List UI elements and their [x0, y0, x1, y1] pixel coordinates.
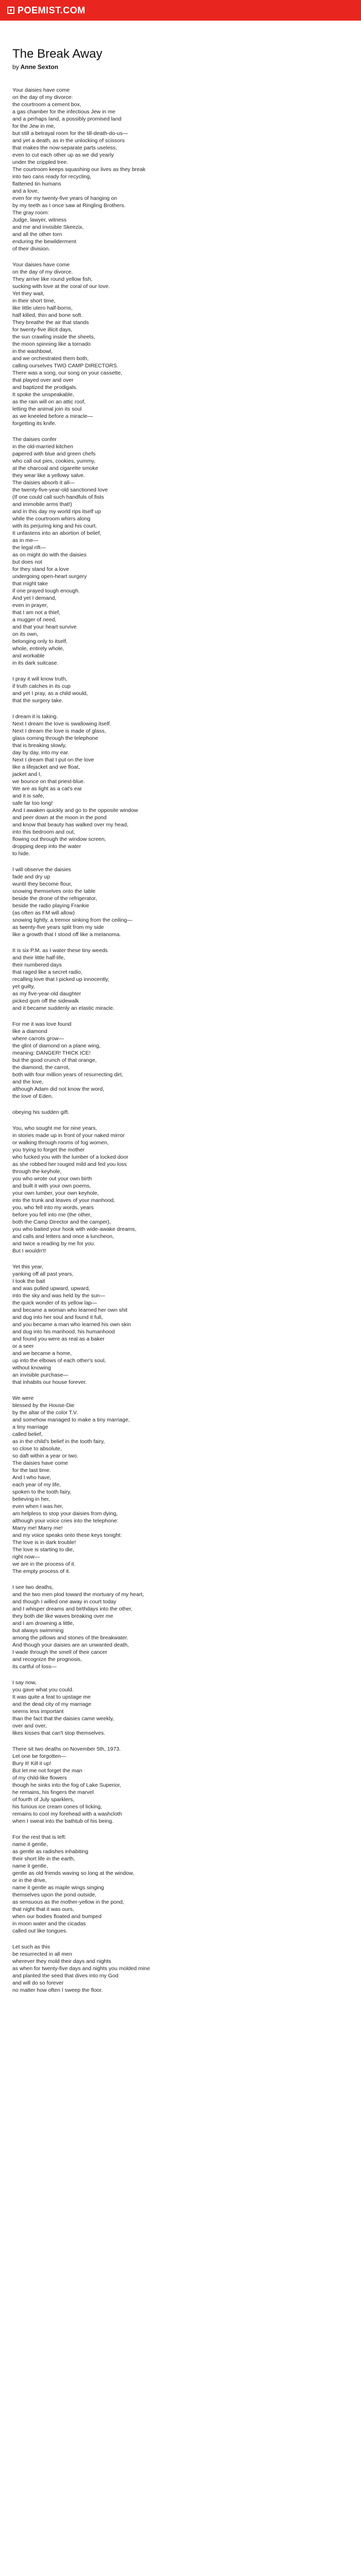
poem-line: recalling love that I picked up innocently,	[12, 976, 109, 982]
poem-line: even in prayer,	[12, 602, 48, 608]
poem-line: whole, entirely whole,	[12, 646, 64, 652]
poem-line: among the pillows and stones of the breakwater.	[12, 1635, 128, 1641]
poem-line: or in the drive,	[12, 1877, 47, 1884]
poem-line: flattened tin humans	[12, 181, 61, 187]
poem-line: picked gum off the sidewalk	[12, 998, 79, 1004]
poem-line: in moon water and the cicadas	[12, 1921, 86, 1927]
poem-line: a gas chamber for the infectious Jew in me	[12, 109, 116, 115]
poem-stanza	[12, 1021, 348, 1100]
poem-line: you trying to forget the mother	[12, 1147, 85, 1153]
poem-line: that inhabits our house forever.	[12, 1379, 87, 1385]
poem-line: flowing out through the window screen,	[12, 836, 106, 842]
poem-stanza	[12, 261, 348, 427]
poem-line: the moon spinning like a tornado	[12, 341, 91, 347]
poem-line: and the two men plod toward the mortuary of my heart,	[12, 1591, 144, 1598]
poem-line: and though I willed one away in court today	[12, 1599, 117, 1605]
poem-line: The daisies confer	[12, 436, 57, 443]
poem-line: and somehow managed to make a tiny marriage,	[12, 1417, 130, 1423]
poem-line: when I sweat into the bathtub of his being.	[12, 1818, 114, 1824]
poem-line: blessed by the House-Die	[12, 1402, 75, 1409]
poem-line: called out like tongues.	[12, 1928, 68, 1934]
poem-line: under the crippled tree.	[12, 159, 68, 165]
poem-line: they wear like a yellowy salve.	[12, 472, 85, 479]
poem-line: in its dark suitcase.	[12, 660, 59, 666]
poem-line: by my teeth as I once saw at Ringling Brothers.	[12, 202, 126, 209]
poem-byline	[12, 63, 348, 71]
poem-line: you who baited your hook with wide-awake dreams,	[12, 1226, 137, 1232]
poem-line: And yet I demand,	[12, 595, 57, 601]
poem-line: as twenty-five years split from my side	[12, 924, 104, 930]
poem-line: and immobile arms that!)	[12, 501, 72, 507]
poem-line: if one prayed tough enough.	[12, 588, 80, 594]
poem-line: even when I was her,	[12, 1503, 63, 1510]
poem-line: But I wouldn't!	[12, 1248, 46, 1254]
poem-line: and calls and letters and once a luncheon,	[12, 1233, 114, 1240]
poem-line: your own lumber, your own keyhole,	[12, 1190, 99, 1196]
poem-line: dropping deep into the water	[12, 843, 81, 850]
poem-line: each year of my life,	[12, 1482, 61, 1488]
poem-line: And I awaken quickly and go to the opposite window	[12, 807, 138, 814]
poem-line: for the Jew in me,	[12, 123, 55, 129]
poem-line: without knowing	[12, 1365, 51, 1371]
poem-line: through the keyhole,	[12, 1168, 62, 1175]
poem-line: glass coming through the telephone	[12, 735, 99, 741]
poem-line: Let such as this	[12, 1944, 50, 1950]
poem-line: as in the child's belief in the tooth fairy,	[12, 1438, 105, 1445]
poem-line: Your daisies have come	[12, 87, 70, 93]
poem-stanza	[12, 947, 348, 1012]
poem-body	[12, 87, 348, 1994]
poem-line: Let one be forgotten—	[12, 1753, 67, 1759]
poem-line: of fourth of July sparklers,	[12, 1797, 75, 1803]
poem-line: but the good crunch of that orange,	[12, 1057, 97, 1063]
poem-line: and know that beauty has walked over my head,	[12, 822, 128, 828]
poem-line: as she robbed her rouged mild and fed you loss	[12, 1161, 127, 1167]
poem-line: We were	[12, 1395, 34, 1401]
poem-line: you, who fell into my words, years	[12, 1205, 94, 1211]
poem-line: and peer down at the moon in the pond	[12, 815, 107, 821]
poem-line: forgetting its knife.	[12, 420, 57, 427]
site-logo[interactable]	[7, 5, 86, 16]
poem-line: with its perjuring king and his court.	[12, 523, 97, 529]
poem-line: like a growth that I stood off like a melanoma.	[12, 931, 121, 938]
poem-line: as we kneeled before a miracle—	[12, 413, 93, 419]
poem-line: be resurrected in all men	[12, 1951, 72, 1957]
poem-line: believing in her,	[12, 1496, 50, 1502]
poem-line: letting the animal join its soul	[12, 406, 82, 412]
poem-line: It unfastens into an abortion of belief,	[12, 530, 102, 536]
poem-line: to hide.	[12, 851, 30, 857]
poem-line: while the courtroom whirrs along	[12, 516, 91, 522]
poem-line: but still a betrayal room for the till-death-do-us—	[12, 130, 128, 137]
poem-line: I dream it is taking.	[12, 714, 58, 720]
poem-line: on its own,	[12, 631, 39, 637]
poem-line: both the Camp Director and the camper),	[12, 1219, 111, 1225]
poem-line: in the washbowl,	[12, 348, 53, 354]
poem-line: obeying his sudden gift.	[12, 1109, 70, 1115]
poem-line: beside the drone of the refrigerator,	[12, 895, 97, 902]
poem-line: you who wrote out your own birth	[12, 1176, 92, 1182]
poem-line: and dug into his manhood, his humanhood	[12, 1329, 115, 1335]
poem-line: and in this day my world rips itself up	[12, 509, 101, 515]
poem-line: and I whisper dreams and birthdays into the other,	[12, 1606, 133, 1612]
poem-line: at the charcoal and cigarette smoke	[12, 465, 99, 471]
poem-line: both with four million years of resurrecting dirt,	[12, 1072, 123, 1078]
poem-line: I see two deaths,	[12, 1584, 54, 1590]
poem-line: fade and dry up	[12, 874, 50, 880]
poem-line: they both die like waves breaking over me	[12, 1613, 113, 1619]
poem-stanza	[12, 87, 348, 252]
poem-line: gentle as old friends waving so long at the window,	[12, 1870, 134, 1876]
poem-line: if truth catches in its cup	[12, 683, 71, 689]
poem-line: enduring the bewilderment	[12, 239, 76, 245]
poem-line: yanking off all past years,	[12, 1271, 74, 1277]
poem-line: on the day of my divorce:	[12, 94, 73, 100]
poem-line: There sit two deaths on November 5th, 1973.	[12, 1746, 121, 1752]
poem-line: and me and invisible Skeezix,	[12, 224, 84, 230]
poem-line: and you became a man who learned his own skin	[12, 1321, 131, 1328]
poem-line: the courtroom a cement box,	[12, 101, 81, 108]
poem-line: papered with blue and green chefs	[12, 451, 96, 457]
poem-line: of their division.	[12, 246, 50, 252]
byline-prefix: by	[12, 63, 19, 71]
poem-line: although your voice cries into the telephone:	[12, 1518, 119, 1524]
poem-line: belonging only to itself,	[12, 638, 68, 645]
poem-line: sucking with love at the coral of our love.	[12, 283, 110, 290]
poem-line: the sun crawling inside the sheets,	[12, 334, 95, 340]
poem-stanza	[12, 1109, 348, 1116]
poem-line: and yet a death, as in the unlocking of scissors	[12, 138, 125, 144]
poem-stanza	[12, 1834, 348, 1935]
poem-line: the twenty-five-year-old sanctioned love	[12, 487, 108, 493]
poem-author[interactable]: Anne Sexton	[20, 63, 58, 71]
poem-line: snowing themselves onto the table	[12, 888, 96, 894]
poem-line: even to cut each other up as we did yearly	[12, 152, 114, 158]
poem-line: name it gentle as maple wings singing	[12, 1885, 104, 1891]
poem-line: their numbered days	[12, 962, 62, 968]
poem-line: and we became a home,	[12, 1350, 72, 1357]
poem-line: calling ourselves TWO CAMP DIRECTORS.	[12, 363, 119, 369]
poem-line: You, who sought me for nine years,	[12, 1125, 97, 1131]
poem-stanza	[12, 1263, 348, 1386]
poem-line: and the dead city of my marriage	[12, 1701, 91, 1707]
poem-line: and built it with your own poems,	[12, 1183, 91, 1189]
poem-line: And I who have,	[12, 1475, 52, 1481]
poem-line: The daisies have come	[12, 1460, 68, 1466]
poem-line: the love of Eden.	[12, 1093, 53, 1099]
poem-line: I wade through the smell of their cancer	[12, 1649, 107, 1655]
poem-line: as sensuous as the mother-yellow in the pond,	[12, 1899, 124, 1905]
poem-article	[12, 46, 348, 2003]
poem-line: Bury it! Kill it up!	[12, 1760, 52, 1767]
poem-line: Next I dream the love is swallowing itself.	[12, 721, 111, 727]
poem-line: in their short time,	[12, 298, 56, 304]
poem-line: and will do so forever	[12, 1980, 64, 1986]
poem-line: as when for twenty-five days and nights you molded mine	[12, 1965, 150, 1972]
poem-line: and found you were as real as a baker	[12, 1336, 105, 1342]
poem-line: For the rest that is left:	[12, 1834, 67, 1840]
poem-line: or walking through rooms of fog women,	[12, 1140, 109, 1146]
poem-line: that played over and over	[12, 377, 74, 383]
poem-line: of my child-like flowers	[12, 1775, 67, 1781]
poem-line: and my voice speaks onto these keys tonight:	[12, 1532, 122, 1538]
poem-line: and twice a reading by me for you.	[12, 1241, 95, 1247]
poem-line: that might take	[12, 581, 48, 587]
poem-line: though he sinks into the fog of Lake Superior,	[12, 1782, 121, 1788]
poem-line: as the rain will on an attic roof,	[12, 399, 86, 405]
poem-line: where carrots grow—	[12, 1036, 64, 1042]
poem-line: and dug into her soul and found it full,	[12, 1314, 103, 1320]
poem-line: we are in the process of it.	[12, 1561, 76, 1567]
poem-line: the glint of diamond on a plane wing,	[12, 1043, 101, 1049]
poem-line: than the fact that the daisies came weekly,	[12, 1716, 114, 1722]
poem-line: and the love,	[12, 1079, 44, 1085]
poem-line: The courtroom keeps squashing our lives as they break	[12, 166, 145, 173]
poem-line: for twenty-five illicit days,	[12, 327, 73, 333]
poem-line: who fucked you with the lumber of a locked door	[12, 1154, 128, 1160]
poem-stanza	[12, 866, 348, 938]
poem-line: I say now,	[12, 1680, 37, 1686]
poem-line: and all the other torn	[12, 231, 62, 238]
poem-line: The gray room:	[12, 210, 50, 216]
poem-title: The Break Away	[12, 47, 103, 61]
poem-line: its cartful of loss—	[12, 1664, 57, 1670]
poem-line: seems less important	[12, 1708, 64, 1715]
poem-line: and it is safe,	[12, 793, 44, 799]
logo-text: POEMIST.COM	[18, 5, 86, 15]
poem-line: half killed, thin and bone soft.	[12, 312, 83, 318]
poem-line: into the sky and was held by the sun—	[12, 1293, 105, 1299]
poem-line: For me it was love found	[12, 1021, 72, 1027]
poem-line: you gave what you could.	[12, 1687, 74, 1693]
poem-line: called belief,	[12, 1431, 43, 1437]
poem-line: meaning: DANGER! THICK ICE!	[12, 1050, 91, 1056]
poem-line: and a perhaps land, a possibly promised land	[12, 116, 122, 122]
poem-line: and I am drowning a little,	[12, 1620, 74, 1626]
poem-line: Your daisies have come	[12, 262, 70, 268]
poem-line: I took the bait	[12, 1278, 45, 1284]
poem-line: and baptized the prodigals.	[12, 384, 78, 391]
poem-line: and became a woman who learned her own shit	[12, 1307, 127, 1313]
poem-line: a mugger of need,	[12, 617, 57, 623]
poem-line: undergoing open-heart surgery	[12, 573, 87, 580]
poem-line: the diamond, the carrot,	[12, 1064, 70, 1071]
poem-line: likes kisses that can't stop themselves.	[12, 1730, 105, 1736]
poem-line: And though your daisies are an unwanted death,	[12, 1642, 129, 1648]
poem-line: (as often as FM will allow)	[12, 910, 75, 916]
poem-line: (If one could call such handfuls of fists	[12, 494, 104, 500]
poem-line: and recognize the prognosis,	[12, 1656, 82, 1663]
poem-line: The love is starting to die,	[12, 1547, 74, 1553]
poem-line: but always swimming	[12, 1628, 64, 1634]
poem-line: day by day, into my ear.	[12, 750, 70, 756]
poem-line: name it gentle,	[12, 1841, 48, 1848]
poem-line: themselves upon the pond outside,	[12, 1892, 96, 1898]
poem-line: on the day of my divorce.	[12, 269, 73, 275]
poem-line: right now—	[12, 1554, 40, 1560]
poem-line: an invisible purchase—	[12, 1372, 69, 1378]
poem-line: am helpless to stop your daisies from dying,	[12, 1511, 118, 1517]
poem-line: over and over,	[12, 1723, 47, 1729]
poem-line: spoken to the tooth fairy,	[12, 1489, 72, 1495]
poem-line: and their little half-life,	[12, 955, 65, 961]
poem-line: I will observe the daisies	[12, 867, 71, 873]
poem-line: as gentle as radishes inhabiting	[12, 1849, 89, 1855]
poem-line: and a love,	[12, 188, 39, 194]
poem-line: wuntil they become flour,	[12, 881, 72, 887]
poem-line: The love is in dark trouble!	[12, 1539, 76, 1546]
poem-stanza	[12, 1679, 348, 1737]
poem-line: or a seer	[12, 1343, 34, 1349]
poem-line: he remains, his fingers the marvel	[12, 1789, 94, 1795]
poem-line: into this bedroom and out,	[12, 829, 75, 835]
poem-line: although Adam did not know the word,	[12, 1086, 105, 1092]
poem-line: and that your heart survive	[12, 624, 77, 630]
poem-line: and planted the seed that dives into my God	[12, 1973, 119, 1979]
poem-line: the legal rift—	[12, 545, 46, 551]
poem-line: for the last time.	[12, 1467, 51, 1473]
poem-stanza	[12, 1943, 348, 1994]
poem-line: his furious ice cream cones of licking,	[12, 1804, 102, 1810]
poem-line: for they stand for a love	[12, 566, 69, 572]
poem-line: that makes the now-separate parts useless,	[12, 145, 118, 151]
poem-line: so daft within a year or two.	[12, 1453, 78, 1459]
poem-line: snowing lightly, a tremor sinking from the ceiling—	[12, 917, 133, 923]
poem-line: They breathe the air that stands	[12, 319, 89, 326]
poem-line: It was quite a feat to upstage me	[12, 1694, 91, 1700]
poem-line: It is six P.M. as I water these tiny weeds	[12, 947, 108, 954]
poem-line: beside the radio playing Frankie	[12, 903, 89, 909]
poem-stanza	[12, 1125, 348, 1255]
poem-line: as on might do with the daisies	[12, 552, 87, 558]
poem-line: like little utero half-borns,	[12, 305, 73, 311]
poem-line: as my five-year-old daughter	[12, 991, 81, 997]
poem-line: like a lifejacket and we float,	[12, 764, 80, 770]
site-header	[0, 0, 361, 21]
poem-line: We are as light as a cat's ear	[12, 786, 82, 792]
poem-line: that is breaking slowly,	[12, 742, 67, 749]
poem-line: and it became suddenly an elastic miracle.	[12, 1005, 114, 1011]
poem-line: in the old-married kitchen	[12, 444, 73, 450]
poem-line: The daisies absorb it all—	[12, 480, 75, 486]
poem-line: Marry me! Marry me!	[12, 1525, 63, 1531]
poem-line: even for my twenty-five years of hanging on	[12, 195, 118, 201]
poem-line: no matter how often I sweep the floor.	[12, 1987, 103, 1993]
poem-line: so close to absolute,	[12, 1446, 62, 1452]
poem-line: as in me—	[12, 537, 39, 544]
poem-line: They arrive like round yellow fish,	[12, 276, 93, 282]
poem-line: but does not	[12, 559, 42, 565]
poem-line: and we orchestrated them both,	[12, 355, 89, 362]
poem-line: remains to cool my forehead with a washcloth	[12, 1811, 122, 1817]
poem-line: I pray it will know truth,	[12, 676, 68, 682]
poem-line: Next I dream that I put on the love	[12, 757, 94, 763]
poem-line: It spoke the unspeakable,	[12, 392, 74, 398]
poem-stanza	[12, 436, 348, 667]
poem-line: that I am not a thief,	[12, 609, 60, 616]
poem-line: into two cans ready for recycling,	[12, 174, 91, 180]
poem-line: up into the elbows of each other's soul,	[12, 1358, 106, 1364]
poem-line: who call out pies, cookies, yummy,	[12, 458, 95, 464]
poem-line: in stories made up in front of your naked mirror	[12, 1132, 125, 1139]
logo-icon	[7, 7, 14, 14]
poem-line: But let me not forget the man	[12, 1768, 83, 1774]
poem-stanza	[12, 1745, 348, 1825]
poem-line: name it gentle,	[12, 1863, 48, 1869]
poem-line: that the surgery take.	[12, 698, 63, 704]
poem-line: the quick wonder of its yellow lap—	[12, 1300, 97, 1306]
poem-line: wherever they mold their days and nights	[12, 1958, 111, 1964]
poem-line: when our bodies floated and bumped	[12, 1913, 102, 1920]
poem-line: that raged like a secret radio,	[12, 969, 83, 975]
poem-line: we bounce on that priest-blue.	[12, 778, 85, 785]
poem-line: jacket and I,	[12, 771, 42, 777]
poem-line: The empty process of it.	[12, 1568, 71, 1574]
poem-line: Judge, lawyer, witness	[12, 217, 67, 223]
poem-line: into the trunk and leaves of your manhood,	[12, 1197, 116, 1204]
poem-line: Yet they wait,	[12, 291, 45, 297]
poem-line: by the altar of the color T.V.	[12, 1410, 78, 1416]
poem-line: and workable	[12, 653, 45, 659]
poem-line: and was pulled upward, upward,	[12, 1285, 90, 1292]
poem-line: safe far too long!	[12, 800, 53, 806]
poem-line: Next I dream the love is made of glass,	[12, 728, 106, 734]
poem-line: and yet I pray, as a child would,	[12, 690, 88, 697]
poem-line: There was a song, our song on your cassette,	[12, 370, 123, 376]
poem-line: before you fell into me (the other,	[12, 1212, 92, 1218]
poem-line: a tiny marriage	[12, 1424, 48, 1430]
poem-stanza	[12, 713, 348, 857]
poem-stanza	[12, 1584, 348, 1670]
poem-line: yet guilty,	[12, 984, 35, 990]
poem-line: that night that it was ours,	[12, 1906, 74, 1912]
poem-line: their short life in the earth,	[12, 1856, 75, 1862]
poem-line: Yet this year,	[12, 1264, 43, 1270]
poem-stanza	[12, 1395, 348, 1575]
poem-stanza	[12, 675, 348, 704]
poem-line: like a diamond	[12, 1028, 47, 1035]
